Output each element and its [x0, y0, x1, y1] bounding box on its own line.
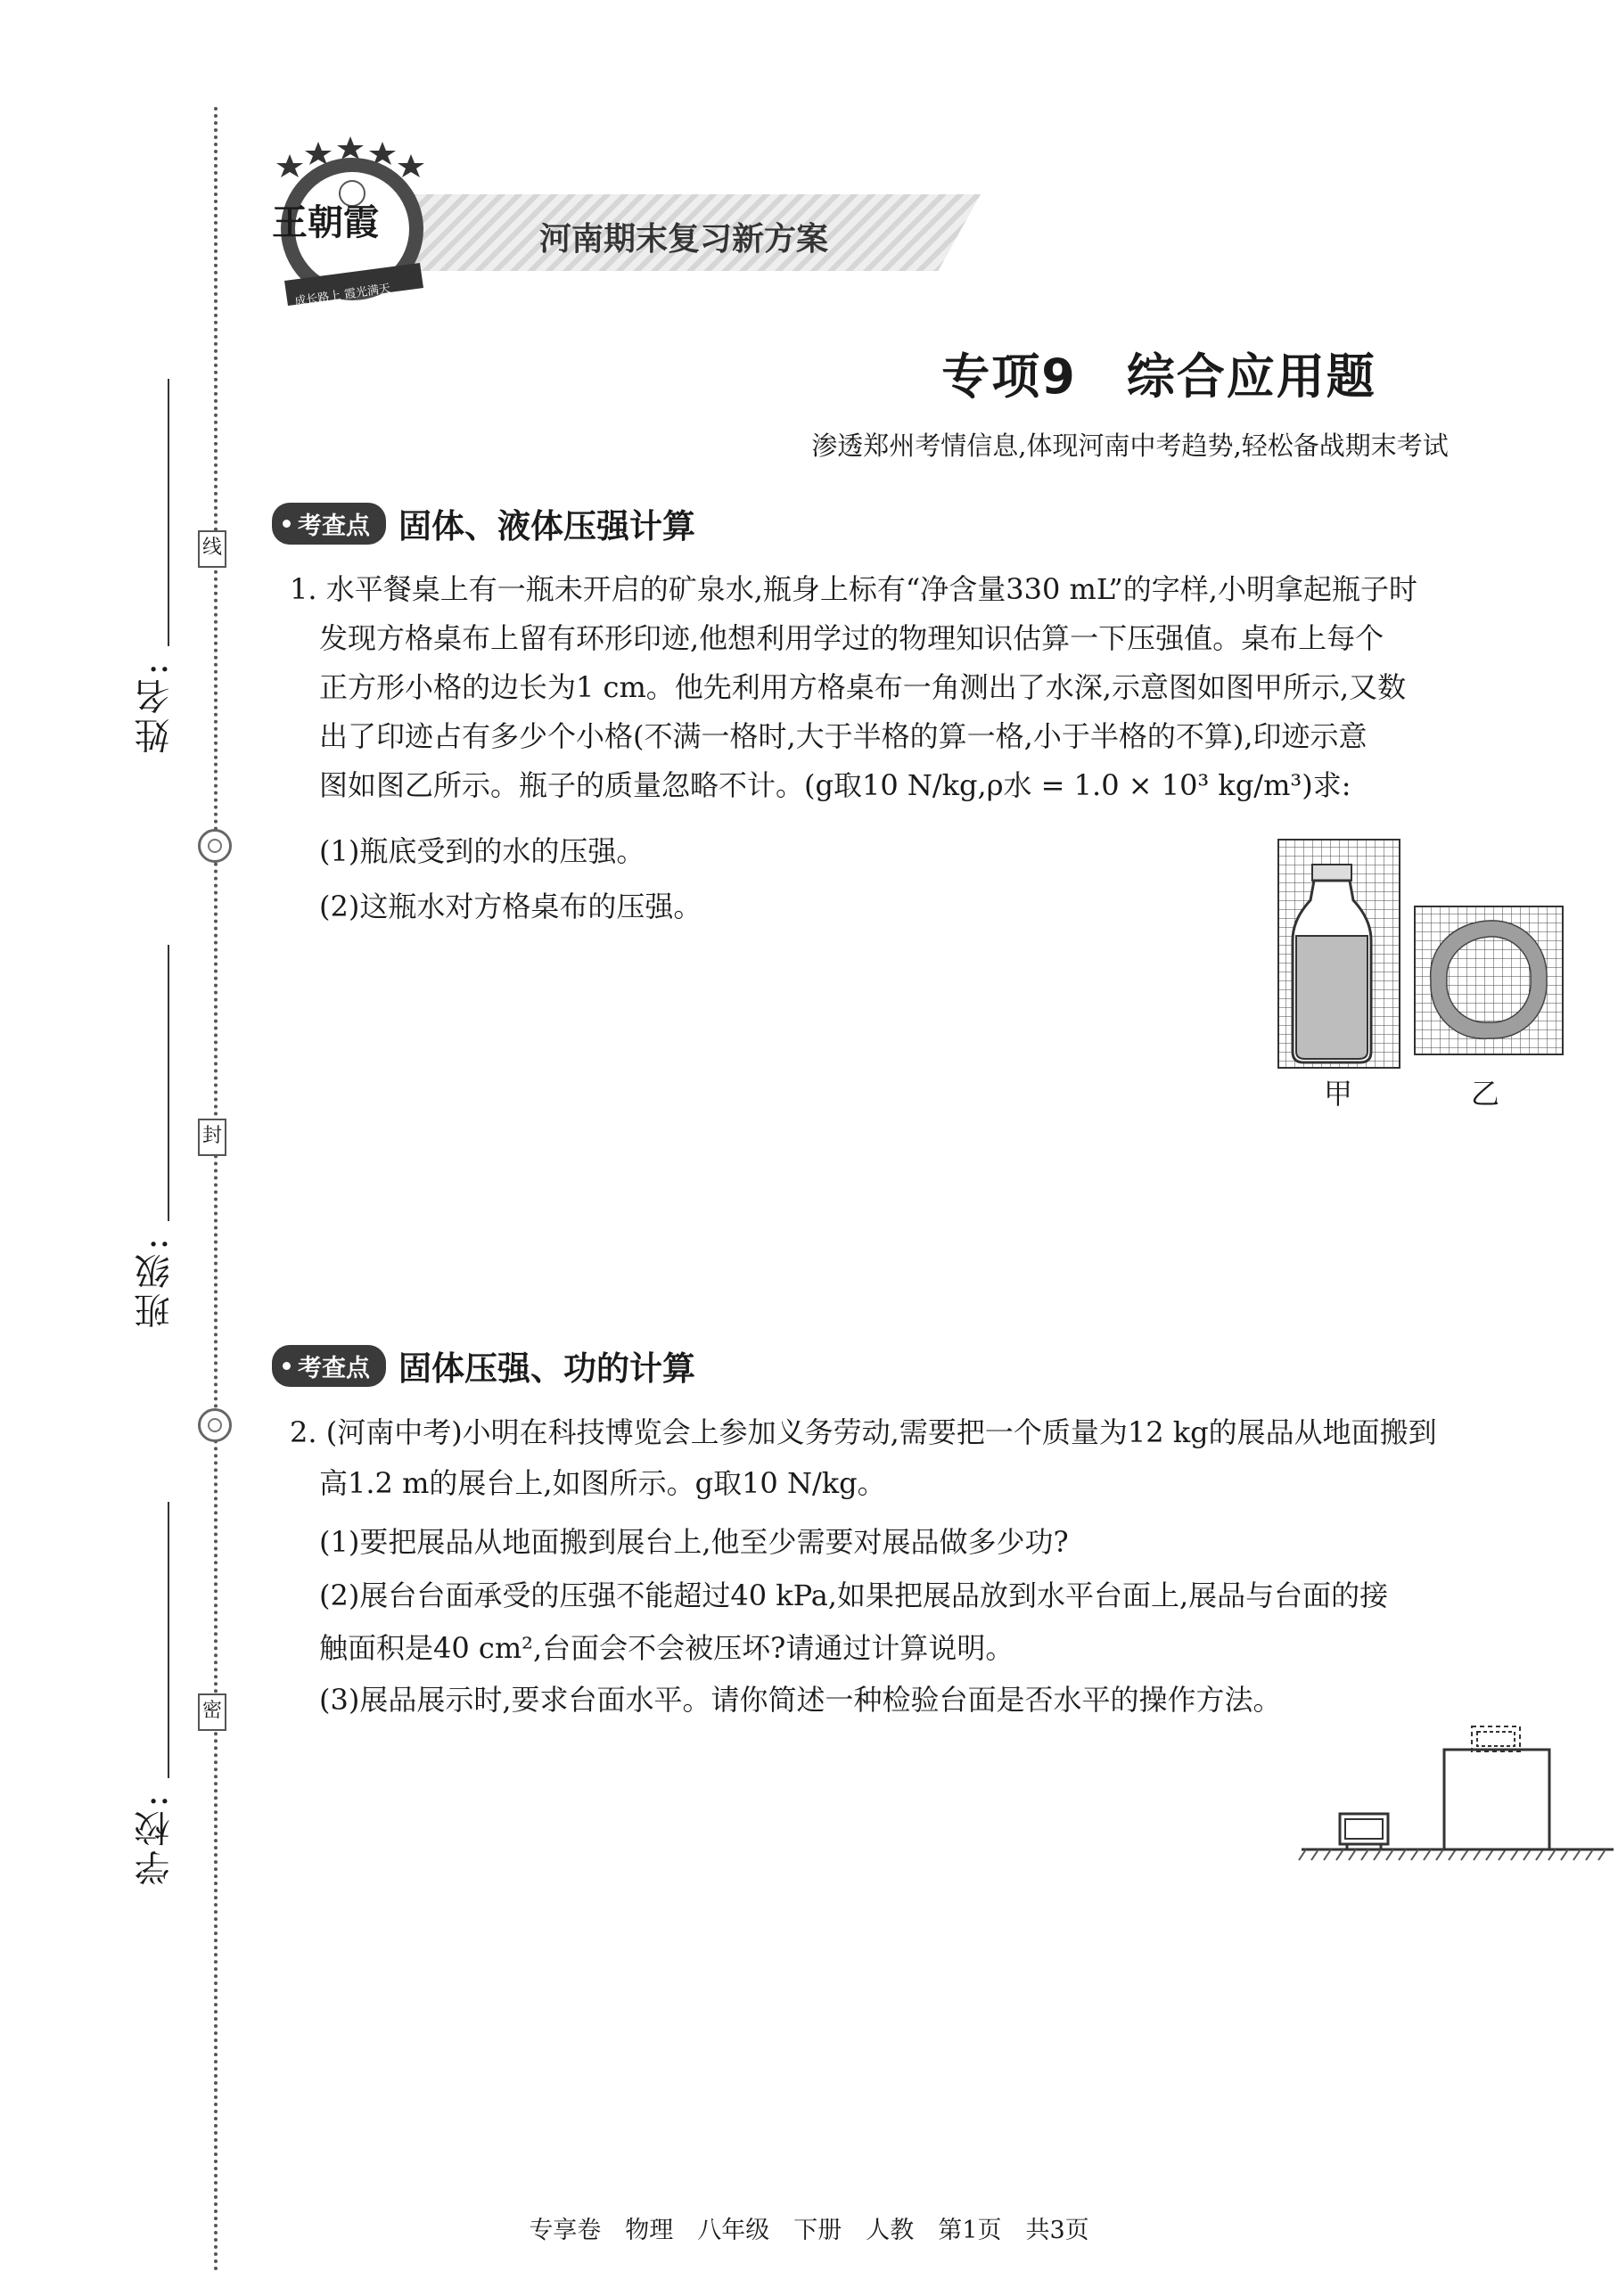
question-1-part-2: (2)这瓶水对方格桌布的压强。	[319, 890, 702, 923]
tag-badge: 考查点	[272, 1345, 386, 1387]
class-field-line[interactable]	[168, 945, 169, 1221]
section-topic: 固体压强、功的计算	[398, 1349, 695, 1388]
question-1-line: 图如图乙所示。瓶子的质量忽略不计。(g取10 N/kg,ρ水 = 1.0 × 10³ kg/m³)求:	[319, 768, 1351, 802]
binding-mark-secret: 密	[198, 1693, 226, 1731]
brand-name: 王朝霞	[272, 201, 379, 243]
class-field-label: 班级:	[135, 1234, 176, 1329]
section-topic: 固体、液体压强计算	[398, 506, 695, 545]
section-2-heading	[272, 1341, 695, 1390]
page-subtitle: 渗透郑州考情信息,体现河南中考趋势,轻松备战期末考试	[811, 430, 1449, 461]
school-field-label: 学校:	[135, 1792, 176, 1886]
question-2-line: 高1.2 m的展台上,如图所示。g取10 N/kg。	[319, 1466, 886, 1500]
figure-label-yi: 乙	[1471, 1077, 1500, 1111]
name-field-label: 姓名:	[135, 660, 176, 754]
banner-text: 河南期末复习新方案	[539, 221, 829, 258]
figure-ring-grid	[1413, 905, 1565, 1056]
question-2-part-1: (1)要把展品从地面搬到展台上,他至少需要对展品做多少功?	[319, 1525, 1069, 1559]
name-field-line[interactable]	[168, 379, 169, 646]
figure-bottle-grid	[1277, 838, 1401, 1070]
brand-slogan: 成长路上 霞光满天	[293, 282, 391, 309]
section-1-heading	[272, 499, 695, 547]
figure-display-stand	[1297, 1725, 1618, 1885]
tag-badge: 考查点	[272, 503, 386, 545]
page-title: 专项9 综合应用题	[941, 348, 1376, 405]
question-1-line: 正方形小格的边长为1 cm。他先利用方格桌布一角测出了水深,示意图如图甲所示,又数	[319, 670, 1407, 704]
question-2-part-3: (3)展品展示时,要求台面水平。请你简述一种检验台面是否水平的操作方法。	[319, 1683, 1282, 1717]
question-2-line: 2. (河南中考)小明在科技博览会上参加义务劳动,需要把一个质量为12 kg的展品从地面搬到	[290, 1415, 1437, 1449]
question-1-line: 发现方格桌布上留有环形印迹,他想利用学过的物理知识估算一下压强值。桌布上每个	[319, 621, 1384, 655]
binding-hole	[198, 829, 232, 863]
question-2-line: 触面积是40 cm²,台面会不会被压坏?请通过计算说明。	[319, 1631, 1014, 1665]
binding-hole	[198, 1408, 232, 1442]
binding-mark-seal: 封	[198, 1119, 226, 1156]
page-footer: 专享卷 物理 八年级 下册 人教 第1页 共3页	[529, 2217, 1089, 2244]
question-1-part-1: (1)瓶底受到的水的压强。	[319, 834, 645, 868]
school-field-line[interactable]	[168, 1502, 169, 1778]
question-1-line: 1. 水平餐桌上有一瓶未开启的矿泉水,瓶身上标有“净含量330 mL”的字样,小明拿起瓶子时	[290, 572, 1417, 606]
binding-mark-line: 线	[198, 530, 226, 568]
figure-label-jia: 甲	[1324, 1077, 1353, 1111]
question-2-part-2: (2)展台台面承受的压强不能超过40 kPa,如果把展品放到水平台面上,展品与台面的接	[319, 1578, 1389, 1612]
question-1-line: 出了印迹占有多少个小格(不满一格时,大于半格的算一格,小于半格的不算),印迹示意	[319, 719, 1367, 753]
